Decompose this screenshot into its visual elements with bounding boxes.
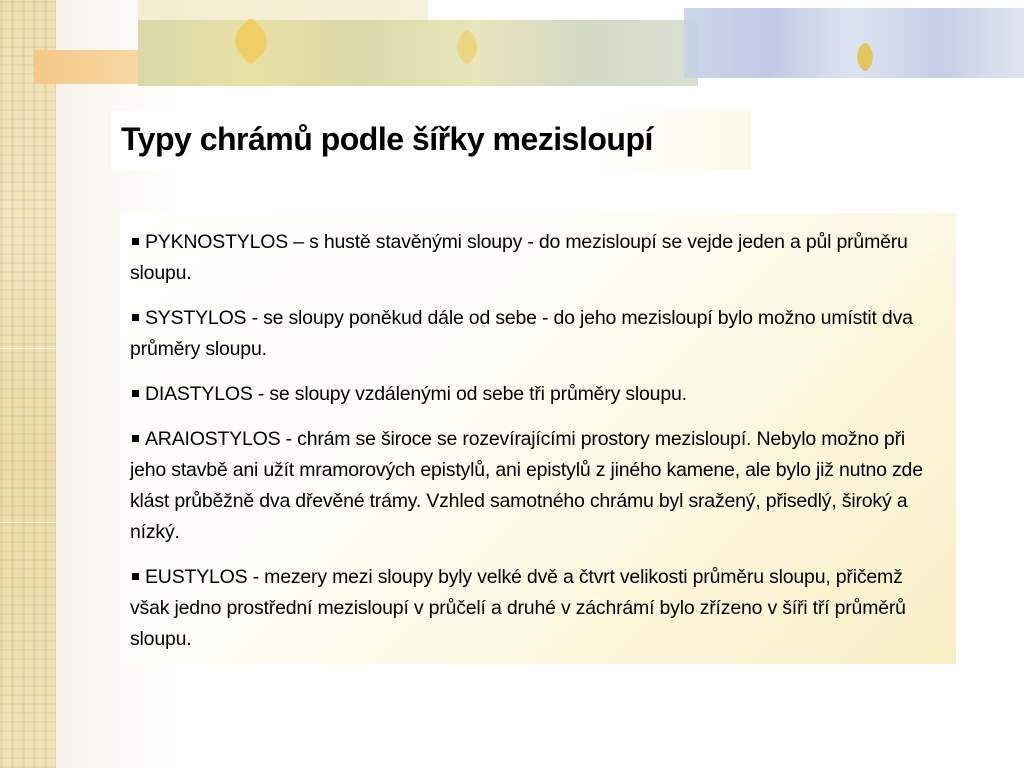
strip-seam [0,522,56,523]
list-item [130,303,944,365]
list-item [130,424,944,548]
item-text: - mezery mezi sloupy byly velké dvě a čtvrt velikosti průměru sloupu, přičemž však jedno prostřední mezisloupí v průčelí a druhé v záchrámí bylo zřízeno v šíři tří průměrů sloupu. [130,566,906,650]
list-item [130,562,944,655]
left-texture-strip [0,0,56,768]
square-bullet-icon [132,314,139,321]
item-text: - se sloupy vzdálenými od sebe tři průměry sloupu. [252,383,687,405]
content-box [120,213,956,664]
item-lead: PYKNOSTYLOS [145,231,289,253]
item-lead: EUSTYLOS [145,566,248,588]
square-bullet-icon [132,390,139,397]
title-box [111,111,751,170]
content-list [130,227,944,669]
item-text: - chrám se široce se rozevírajícími prostory mezisloupí. Nebylo možno při jeho stavbě ani užít mramorových epistylů, ani epistylů z jiného kamene, ale bylo již nutno zde klást průběžně dva dřevěné trámy. Vzhled samotného chrámu byl sražený, přisedlý, široký a nízký. [130,428,923,543]
item-lead: ARAIOSTYLOS [145,428,281,450]
banner-tile [138,20,698,86]
item-lead: SYSTYLOS [145,307,247,329]
list-item [130,227,944,289]
item-lead: DIASTYLOS [145,383,253,405]
page-title: Typy chrámů podle šířky mezisloupí [121,121,653,157]
square-bullet-icon [132,573,139,580]
banner-tile [684,8,1024,78]
square-bullet-icon [132,238,139,245]
item-text: - se sloupy poněkud dále od sebe - do jeho mezisloupí bylo možno umístit dva průměry sloupu. [130,307,913,360]
square-bullet-icon [132,435,139,442]
decorative-banner [34,0,1024,90]
banner-tile [34,50,144,84]
list-item [130,379,944,410]
item-text: – s hustě stavěnými sloupy - do mezisloupí se vejde jeden a půl průměru sloupu. [130,231,908,284]
strip-seam [0,348,56,349]
